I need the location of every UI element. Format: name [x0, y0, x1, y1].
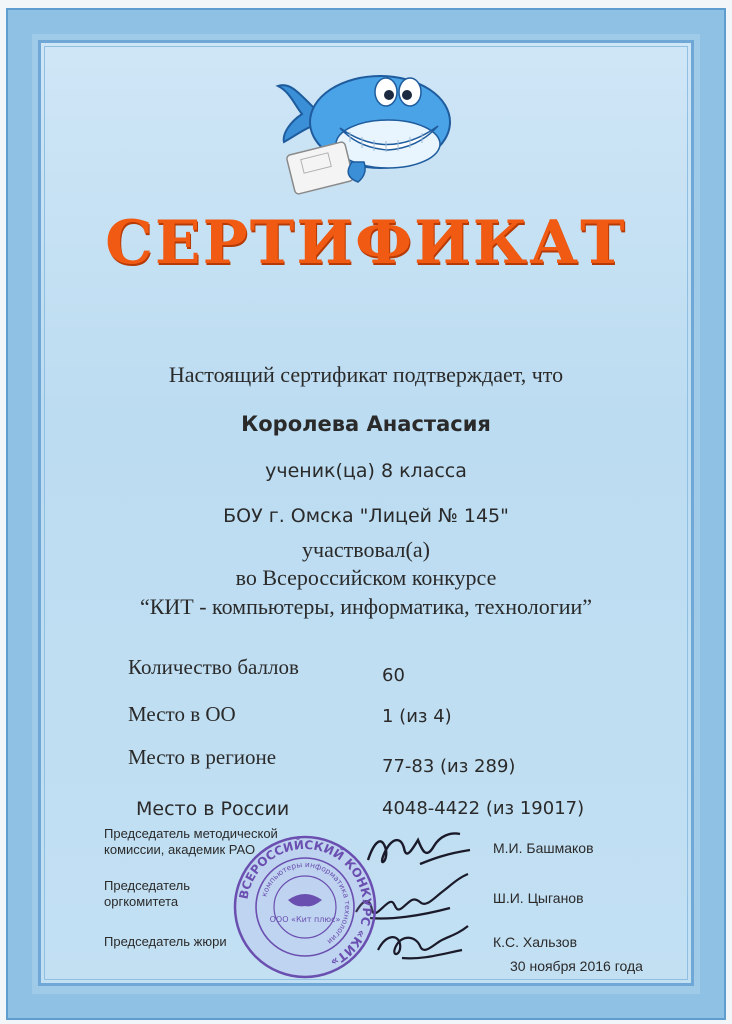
signature-name-1: М.И. Башмаков	[493, 840, 594, 856]
recipient-name: Королева Анастасия	[241, 412, 491, 436]
grade-text: ученик(ца) 8 класса	[265, 460, 467, 482]
result-label-russia-place: Место в России	[136, 798, 290, 820]
contest-line: во Всероссийском конкурсе	[235, 565, 497, 590]
signature-role-1: Председатель методической комиссии, академик РАО	[104, 826, 278, 857]
whale-mascot-logo	[268, 52, 468, 202]
signature-name-2: Ш.И. Цыганов	[493, 890, 584, 906]
result-value-region-place: 77-83 (из 289)	[382, 756, 516, 777]
result-value-school-place: 1 (из 4)	[382, 706, 452, 727]
signature-role-2: Председатель оргкомитета	[104, 878, 191, 909]
svg-text:ВСЕРОССИЙСКИЙ КОНКУРС «КИТ»: ВСЕРОССИЙСКИЙ КОНКУРС «КИТ»	[236, 837, 375, 970]
signature-name-3: К.С. Хальзов	[493, 934, 578, 950]
certificate-title: СЕРТИФИКАТ	[105, 208, 627, 278]
result-label-region-place: Место в регионе	[128, 745, 277, 769]
official-stamp	[232, 834, 378, 980]
school-name: БОУ г. Омска "Лицей № 145"	[223, 505, 509, 527]
result-label-school-place: Место в ОО	[128, 702, 236, 726]
result-label-score: Количество баллов	[128, 655, 299, 679]
svg-text:ООО «Кит плюс»: ООО «Кит плюс»	[269, 915, 341, 924]
participated-text: участвовал(а)	[302, 537, 430, 562]
certificate-date: 30 ноября 2016 года	[510, 958, 643, 974]
svg-text:компьютеры информатика техноло: компьютеры информатика технологии	[259, 859, 353, 947]
result-value-russia-place: 4048-4422 (из 19017)	[382, 798, 585, 819]
signature-scribble-3	[372, 914, 482, 966]
result-value-score: 60	[382, 665, 405, 686]
intro-text: Настоящий сертификат подтверждает, что	[168, 362, 564, 387]
signature-role-3: Председатель жюри	[104, 934, 227, 949]
contest-name: “КИТ - компьютеры, информатика, технологии”	[139, 594, 593, 619]
